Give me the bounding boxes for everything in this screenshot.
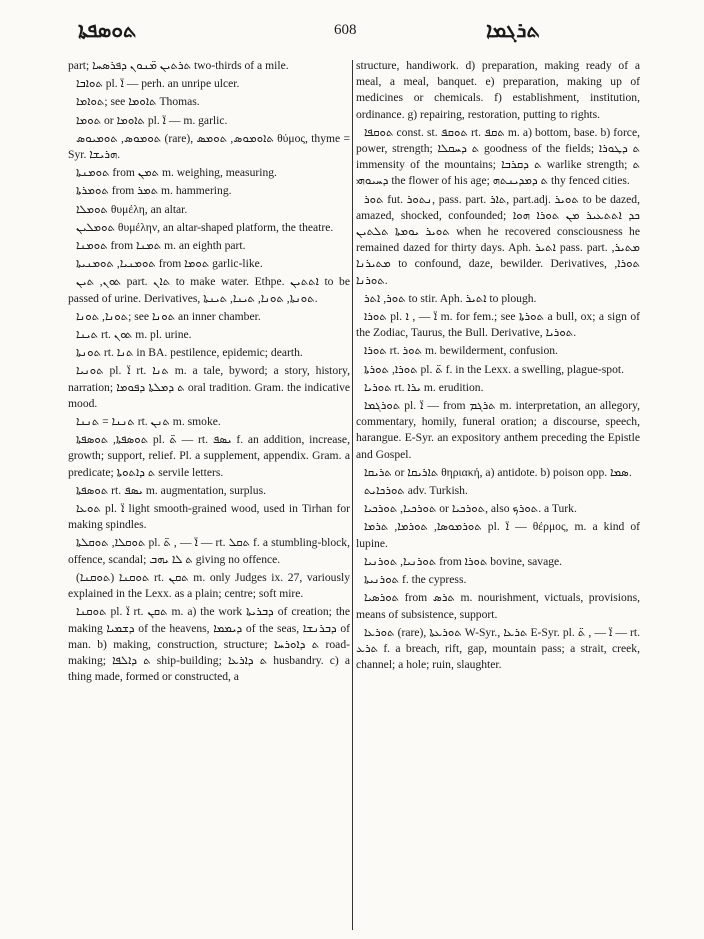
dictionary-entry: ܬܘܣܦܬܐ, ܬܘܣܦܬܐ pl. ܬ̈ — rt. ܝܣܦ f. an addition, increase, growth; support, relief. Pl. a supplement, appendix. Gram. a predicate; ܬ ܕܐܬܘܬܐ servile letters. <box>68 433 350 479</box>
dictionary-entry: ܬܘܐܒܐ pl. ܐ̈ — perh. an unripe ulcer. <box>76 77 240 91</box>
dictionary-entry: ܬܘܢܐ, ܬܘܢܐ; see ܬܘܢܐ an inner chamber. <box>76 309 261 323</box>
dictionary-entry: structure, handiwork. d) preparation, making ready of a meal, a meal, banquet. e) preparation, making up of medicines or chemicals. f) establishment, institution, ordinance. g) repairing, restoration, putting to rights. <box>356 59 640 121</box>
dictionary-entry: ܬܘܥܐ pl. ܐ̈ light smooth-grained wood, used in Tirhan for making spindles. <box>68 502 350 532</box>
dictionary-entry: ܬܘܪܟܐܝܬ adv. Turkish. <box>364 484 468 498</box>
dictionary-entry: ܬܘܢܝܐ pl. ܐ̈ rt. ܬܢܐ m. a tale, byword; a story, history, narration; ܬ ܕܡܠܬܐ ܕܦܘܡܐ oral tradition. Gram. the indicative mood. <box>68 364 351 410</box>
dictionary-entry: ܬܪܝܩܐ or ܬܐܪܝܩܐ θηριακή, a) antidote. b) poison opp. ܣܡܐ. <box>364 465 632 479</box>
dictionary-entry: ܬܘܣܦܬܐ rt. ܝܣܦ m. augmentation, surplus. <box>76 483 266 497</box>
dictionary-entry: ܬܘܩܦܐ const. st. ܬܘܩܦ rt. ܬܩܦ m. a) bottom, base. b) force, power, strength; ܬ ܕܚܩܠܐ goodness of the fields; ܬ ܕܛܘܪܐ immensity of the mountains; ܬ ܕܩܪܒܐ warlike strength; ܬ ܕܚܝܘܗܝ the flower of his age; ܬ ܕܡܕܝܢܬܗ thy fenced cities. <box>356 125 640 188</box>
header-right-word: ܬܪܓܡܐ <box>486 18 540 42</box>
column-divider <box>352 60 353 930</box>
dictionary-entry: ܬܘܪܝܐ rt. ܝܪܐ m. erudition. <box>364 380 484 394</box>
dictionary-entry: ܬܘܢ, ܬܝܢ part. ܬܐܢ to make water. Ethpe. ܐܬܬܝܢ to be passed of urine. Derivatives, ܬܘܢܬܐ, ܬܘܢܐ, ܬܝܢܐ, ܬܝܢܬܐ. <box>68 275 350 305</box>
dictionary-entry: ܬܘܐܡܐ; see ܬܐܘܡܐ Thomas. <box>76 95 200 109</box>
dictionary-entry: ܬܘܩܢܐ (ܬܘܩܢܐ) rt. ܬܩܢ m. only Judges ix. 27, variously explained in the Lexx. as a plain; centre; soft mire. <box>68 570 350 601</box>
dictionary-entry: ܬܘܡܢܐ from ܬܡܢܐ m. an eighth part. <box>76 239 246 253</box>
dictionary-entry: ܬܘܡܢܬܐ from ܬܡܢ m. weighing, measuring. <box>76 166 277 180</box>
dictionary-entry: ܬܘܩܢܐ pl. ܐ̈ rt. ܬܩܢ m. a) the work ܕܒܪܝܬܐ of creation; the making ܕܫܡܝܐ of the heavens, ܕܝܡܡܐ of the seas, ܕܒܪܢܫܐ of man. b) making, construction, structure; ܬ ܕܐܘܪܚܐ road-making; ܬ ܕܐܠܦܐ ship-building; ܬ ܕܐܪܥܐ husbandry. c) a thing made, formed or constructed, a <box>68 605 350 684</box>
dictionary-entry: ܬܘܡܘܣ, ܬܘܡܝܘܣ (rare), ܬܐܘܡܘܣ, ܬܘܡܣ θύμος, thyme = Syr. ܗܪܝܫܐ. <box>68 131 351 162</box>
dictionary-entry: ܬܘܡܠܝܢ θυμέλην, an altar-shaped platform, the theatre. <box>76 220 334 234</box>
dictionary-entry: ܬܘܪܣܝܐ from ܬܪܣ m. nourishment, victuals, provisions, means of subsistence, support. <box>356 591 640 621</box>
page-header <box>0 14 704 44</box>
header-left-word: ܬܘܣܦܬܐ <box>78 18 137 42</box>
dictionary-entry: ܬܘܡܢܝܐ, ܬܘܡܢܝܬܐ from ܬܘܡܐ garlic-like. <box>76 257 263 271</box>
dictionary-entry: ܬܘܪܓܡܐ pl. ܐ̈ — from ܬܪܓܡ m. interpretation, an allegory, commentary, homily, funeral oration; a discourse, speech, harangue. E-Syr. an expository anthem preceding the Epistle and Gospel. <box>356 399 641 461</box>
dictionary-entry: ܬܘܪ fut. ܢܬܘܪ, pass. part. ܬܐܪ, part.adj. ܬܘܝܪ to be dazed, amazed, shocked, confounded; ܟܕ ܐܬܬܥܝܪ ܡܢ ܬܘܪܐ ܗܘܐ ܬܘܝܪ ܝܘܡܬܐ ܬܠܬܝܢ when he recovered consciousness he remained dazed for thirty days. Aph. ܐܬܝܪ pass. part. ܡܬܝܪ, ܡܬܝܪܢܐ to confound, daze, bewilder. Derivatives, ܬܘܪܐ, ܬܘܪܢܐ. <box>356 192 641 287</box>
page-number: 608 <box>334 22 357 38</box>
dictionary-entry: ܬܘܪܐ rt. ܬܘܪ m. bewilderment, confusion. <box>364 344 558 358</box>
dictionary-entry: ܬܘܪܥܐ (rare), ܬܘܪܥܬܐ W-Syr., ܬܪܥܐ E-Syr. pl. ܐ̈ — , ܬ̈ — rt. ܬܪܥ f. a breach, rift, gap, mountain pass; a strait, creek, channel; a hole; ruin, slaughter. <box>356 625 641 672</box>
dictionary-entry: ܬܘܪ, ܐܬܪ to stir. Aph. ܐܬܝܪ to plough. <box>364 291 537 305</box>
dictionary-entry: ܬܘܪܢܝܬܐ f. the cypress. <box>364 573 467 587</box>
dictionary-entry: part; ܬܪܬܝܢ ܡ̈ܢܘܢ ܕܦܪܣܚܐ two-thirds of a mile. <box>68 59 289 72</box>
dictionary-entry: ܬܘܪܟܝܐ, ܬܘܪܟܝܐ or ܬܘܪܟܝܐ, also ܬܘܪܟ. a Turk. <box>364 502 577 516</box>
dictionary-entry: ܬܘܩܠܐ, ܬܘܩܠܬܐ pl. ܐ̈ — , ܬ̈ — rt. ܬܩܠ f. a stumbling-block, offence, scandal; ܬ ܠܐ ܝܗܒ giving no offence. <box>68 536 350 566</box>
left-column <box>68 58 350 687</box>
dictionary-entry: ܬܘܪܐ pl. ܐ̈ — , ܐ m. for fem.; see ܬܘܪܬܐ a bull, ox; a sign of the Zodiac, Taurus, the Bull. Derivative, ܬܘܪܝܐ. <box>356 310 641 340</box>
dictionary-entry: ܬܘܪܢܝܐ, ܬܘܪܢܝܐ from ܬܘܪܐ bovine, savage. <box>364 554 563 568</box>
dictionary-entry: ܬܝܢܐ rt. ܬܘܢ m. pl. urine. <box>76 328 192 342</box>
dictionary-entry: ܬܘܡܠܐ θυμέλη, an altar. <box>76 202 188 216</box>
dictionary-entry: ܬܢܢܐ = ܬܢܢܐ rt. ܬܢܢ m. smoke. <box>76 415 221 429</box>
dictionary-entry: ܬܘܪܐ, ܬܘܪܬܐ pl. ܬ̈ f. in the Lexx. a swelling, plague-spot. <box>364 362 625 376</box>
dictionary-entry: ܬܘܪܡܘܣܐ, ܬܘܪܡܐ, ܬܪܡܐ pl. ܐ̈ — θέρμος, m. a kind of lupine. <box>356 520 640 550</box>
dictionary-entry: ܬܘܢܬܐ rt. ܬܢܐ in BA. pestilence, epidemic; dearth. <box>76 346 303 360</box>
right-column <box>356 58 640 675</box>
dictionary-entry: ܬܘܡܐ or ܬܐܘܡܐ pl. ܐ̈ — m. garlic. <box>76 113 228 127</box>
dictionary-entry: ܬܘܡܪܬܐ from ܬܡܪ m. hammering. <box>76 184 232 198</box>
